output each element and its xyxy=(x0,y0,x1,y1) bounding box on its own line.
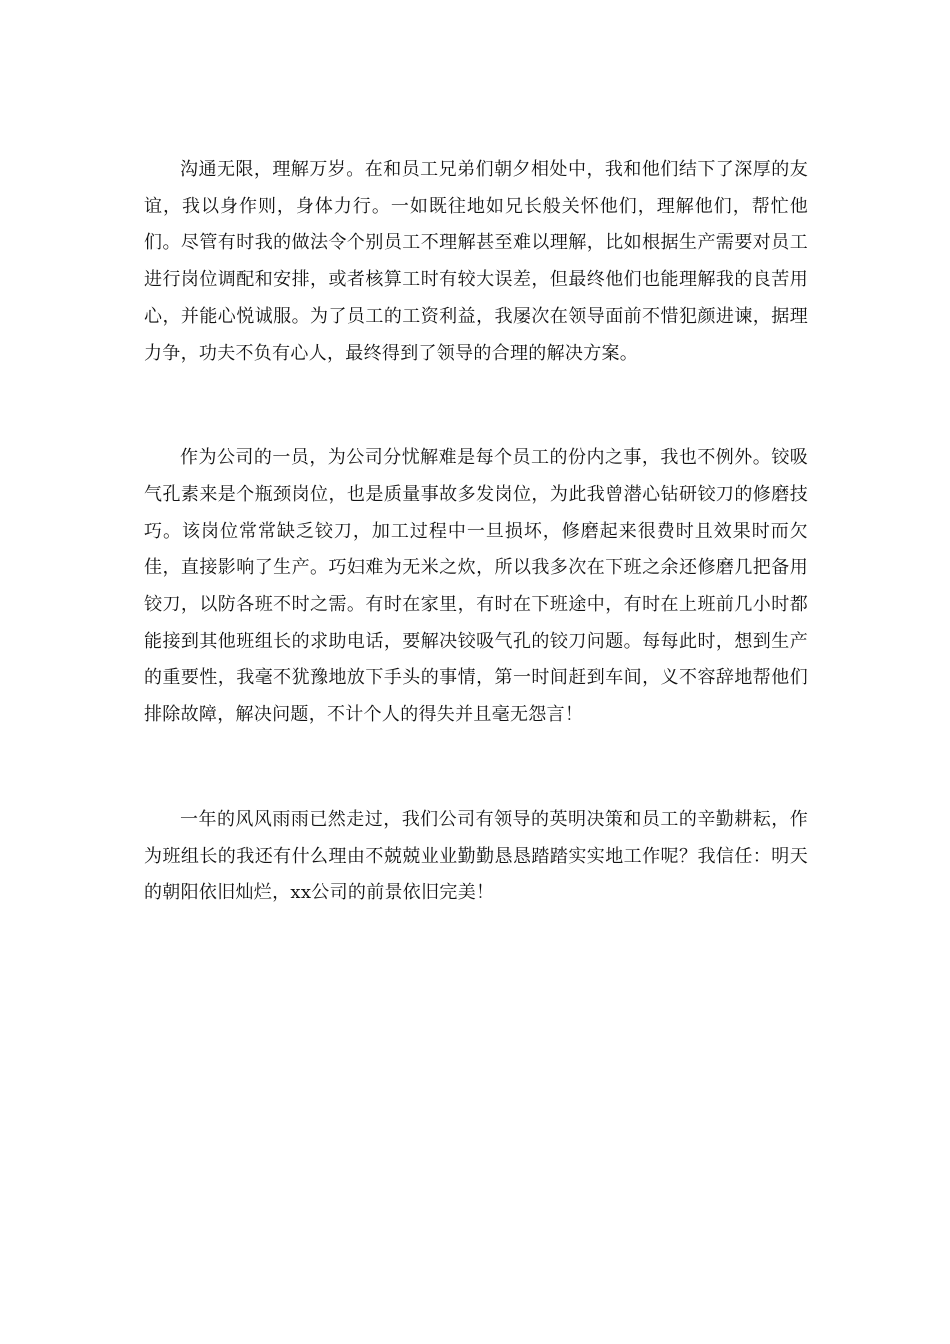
document-body xyxy=(144,152,808,912)
paragraph-conclusion: 一年的风风雨雨已然走过，我们公司有领导的英明决策和员工的辛勤耕耘，作为班组长的我还有什么理由不兢兢业业勤勤恳恳踏踏实实地工作呢？我信任：明天的朝阳依旧灿烂，xx公司的前景依旧完美！ xyxy=(144,808,808,904)
paragraph-reamer-work: 作为公司的一员，为公司分忧解难是每个员工的份内之事，我也不例外。铰吸气孔素来是个瓶颈岗位，也是质量事故多发岗位，为此我曾潜心钻研铰刀的修磨技巧。该岗位常常缺乏铰刀，加工过程中一旦损坏，修磨起来很费时且效果时而欠佳，直接影响了生产。巧妇难为无米之炊，所以我多次在下班之余还修磨几把备用铰刀，以防各班不时之需。有时在家里，有时在下班途中，有时在上班前几小时都能接到其他班组长的求助电话，要解决铰吸气孔的铰刀问题。每每此时，想到生产的重要性，我毫不犹豫地放下手头的事情，第一时间赶到车间，义不容辞地帮他们排除故障，解决问题，不计个人的得失并且毫无怨言！ xyxy=(144,447,808,726)
paragraph-communication: 沟通无限，理解万岁。在和员工兄弟们朝夕相处中，我和他们结下了深厚的友谊，我以身作则，身体力行。一如既往地如兄长般关怀他们，理解他们，帮忙他们。尽管有时我的做法令个别员工不理解甚至难以理解，比如根据生产需要对员工进行岗位调配和安排，或者核算工时有较大误差，但最终他们也能理解我的良苦用心，并能心悦诚服。为了员工的工资利益，我屡次在领导面前不惜犯颜进谏，据理力争，功夫不负有心人，最终得到了领导的合理的解决方案。 xyxy=(144,159,808,364)
